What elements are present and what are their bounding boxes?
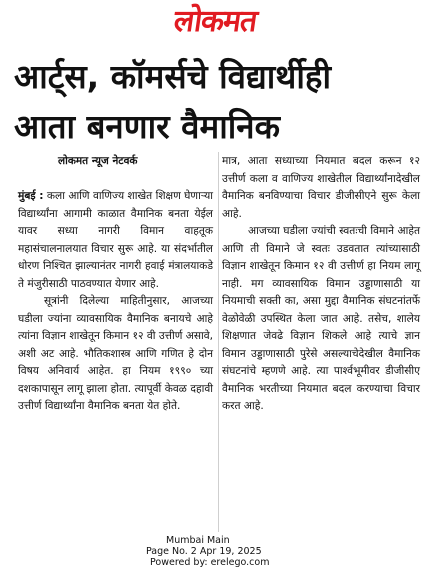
- byline: लोकमत न्यूज नेटवर्क: [58, 155, 138, 167]
- newspaper-logo: लोकमत: [171, 4, 259, 39]
- paragraph-1: [18, 188, 213, 293]
- edition-name: Mumbai Main: [166, 535, 230, 546]
- masthead: [0, 4, 430, 44]
- article-column-right: [222, 153, 420, 416]
- column-divider: [218, 152, 219, 532]
- article-headline: [14, 52, 422, 152]
- paragraph-1-text: कला आणि वाणिज्य शाखेत शिक्षण घेणाऱ्या विद्यार्थ्यांना आगामी काळात वैमानिक बनता येईल यावर सध्या नागरी विमान वाहतूक महासंचालनालयात विचार सुरू आहे. या संदर्भातील धोरण निश्चित झाल्यानंतर नागरी हवाई मंत्रालयाकडे ते मंजुरीसाठी पाठवण्यात येणार आहे.: [18, 190, 213, 290]
- paragraph-3: मात्र, आता सध्याच्या नियमात बदल करून १२ उत्तीर्ण कला व वाणिज्य शाखेतील विद्यार्थ्यांनादेखील वैमानिक बनविण्याचा विचार डीजीसीएने सुरू केला आहे.: [222, 155, 420, 220]
- paragraph-2: सूत्रांनी दिलेल्या माहितीनुसार, आजच्या घडीला ज्यांना व्यावसायिक वैमानिक बनायचे आहे त्यांना विज्ञान शाखेतून किमान १२ वी उत्तीर्ण असावे, अशी अट आहे. भौतिकशास्त्र आणि गणित हे दोन विषय अनिवार्य आहेत. हा नियम १९९० च्या दशकापासून लागू झाला होता. त्यापूर्वी केवळ दहावी उत्तीर्ण विद्यार्थ्यांना वैमानिक बनता येत होते.: [18, 295, 214, 412]
- headline-line-1: आर्ट्स, कॉमर्सचे विद्यार्थीही: [14, 57, 332, 96]
- powered-by: Powered by: erelego.com: [150, 557, 270, 568]
- dateline: मुंबई :: [18, 190, 44, 202]
- article-column-left: [18, 188, 213, 416]
- paragraph-4: आजच्या घडीला ज्यांची स्वतःची विमाने आहेत आणि ती विमाने जे स्वतः उडवतात त्यांच्यासाठी विज्ञान शाखेतून किमान १२ वी उत्तीर्ण हा नियम लागू नाही. मग व्यावसायिक विमान उड्डाणासाठी या नियमाची सक्ती का, असा मुद्दा वैमानिक संघटनांतर्फे वेळोवेळी उपस्थित केला जात आहे. तसेच, शालेय शिक्षणात जेवढे विज्ञान शिकले आहे त्याचे ज्ञान विमान उड्डाणासाठी पुरेसे असल्याचेदेखील वैमानिक संघटनांचे म्हणणे आहे. त्या पार्श्वभूमीवर डीजीसीए वैमानिक भरतीच्या नियमात बदल करण्याचा विचार करत आहे.: [222, 225, 420, 412]
- page-number-date: Page No. 2 Apr 19, 2025: [146, 546, 262, 557]
- headline-line-2: आता बनणार वैमानिक: [14, 107, 280, 146]
